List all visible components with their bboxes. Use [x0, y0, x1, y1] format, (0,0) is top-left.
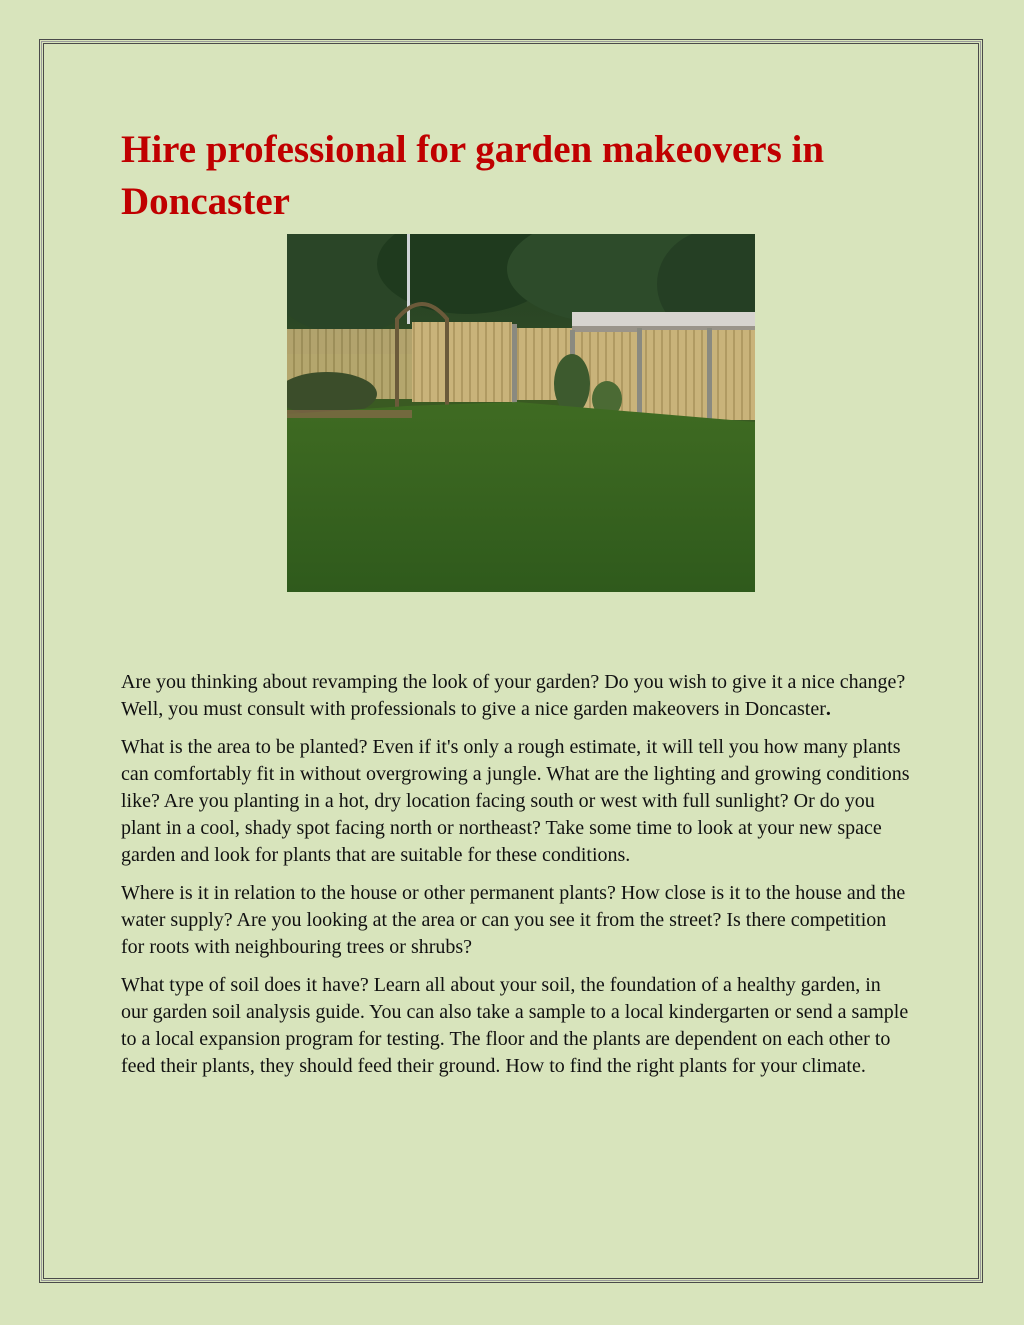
page-title: Hire professional for garden makeovers in Doncaster [121, 128, 825, 223]
article-body [121, 669, 911, 1091]
paragraph-intro-period: . [825, 698, 831, 720]
paragraph-intro-text: Are you thinking about revamping the look of your garden? Do you wish to give it a nice change? Well, you must consult with professionals to give a nice garden makeovers in Doncaster [121, 671, 906, 720]
paragraph-soil: What type of soil does it have? Learn all about your soil, the foundation of a healthy garden, in our garden soil analysis guide. You can also take a sample to a local kindergarten or send a sample to a local expansion program for testing. The floor and the plants are dependent on each other to feed their plants, they should feed their ground. How to find the right plants for your climate. [121, 974, 909, 1077]
paragraph-intro [121, 669, 911, 723]
paragraph-planting-area: What is the area to be planted? Even if it's only a rough estimate, it will tell you how many plants can comfortably fit in without overgrowing a jungle. What are the lighting and growing conditions like? Are you planting in a hot, dry location facing south or west with full sunlight? Or do you plant in a cool, shady spot facing north or northeast? Take some time to look at your new space garden and look for plants that are suitable for these conditions. [121, 736, 910, 866]
paragraph-location: Where is it in relation to the house or other permanent plants? How close is it to the house and the water supply? Are you looking at the area or can you see it from the street? Is there competition for roots with neighbouring trees or shrubs? [121, 882, 906, 958]
garden-photo [287, 234, 755, 592]
page-border-inner [43, 43, 979, 1279]
